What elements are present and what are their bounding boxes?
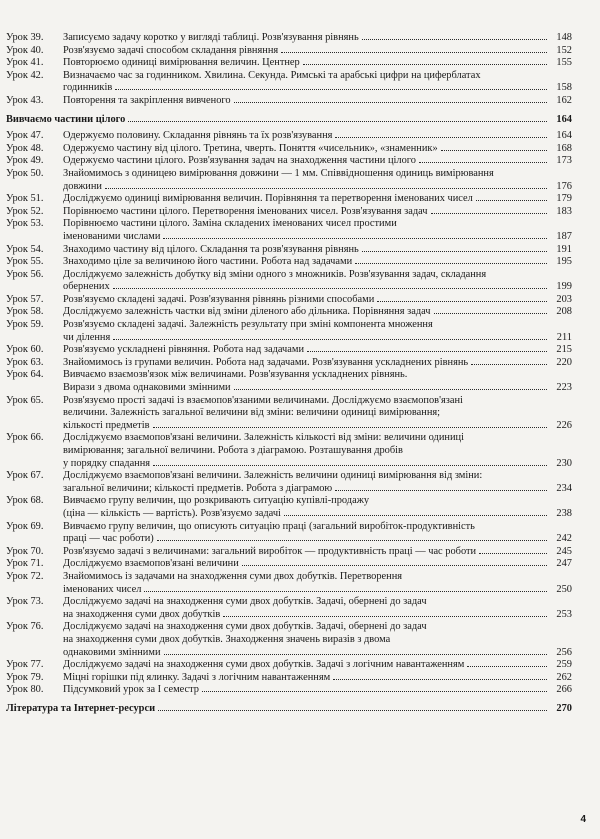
lesson-label: Урок 76. (6, 621, 44, 633)
toc-entry (6, 546, 572, 559)
dot-leader (307, 351, 547, 352)
page-ref: 211 (556, 331, 572, 343)
entry-title-line: Вивчаємо частини цілого (6, 113, 126, 125)
page-ref: 223 (556, 382, 572, 394)
page-ref: 173 (556, 155, 572, 167)
dot-leader (281, 52, 547, 53)
dot-leader (419, 162, 547, 163)
dot-leader (115, 89, 547, 90)
page-ref: 176 (556, 180, 572, 192)
lesson-label: Урок 79. (6, 671, 44, 683)
entry-title-line: годинників (63, 82, 113, 94)
dot-leader (153, 427, 547, 428)
page-ref: 270 (556, 702, 572, 714)
dot-leader (242, 565, 547, 566)
entry-title-line: довжини (63, 180, 102, 192)
page-ref: 203 (556, 293, 572, 305)
page-ref: 247 (556, 558, 572, 570)
toc-entry (6, 57, 572, 70)
toc-entry (6, 357, 572, 370)
toc-entry (6, 206, 572, 219)
entry-title-line: Одержуємо частину від цілого. Третина, чверть. Поняття «чисельник», «знаменник» (63, 142, 438, 154)
page-ref: 256 (556, 646, 572, 658)
lesson-label: Урок 80. (6, 684, 44, 696)
page-ref: 155 (556, 57, 572, 69)
dot-leader (467, 666, 547, 667)
page-ref: 234 (556, 482, 572, 494)
lesson-label: Урок 50. (6, 167, 44, 179)
entry-title-line: Розв'язуємо складені задачі. Залежність результату при зміні компонента множення (63, 319, 433, 331)
page-ref: 226 (556, 419, 572, 431)
dot-leader (284, 515, 547, 516)
entry-title-line: Одержуємо половину. Складання рівнянь та їх розв'язування (63, 130, 333, 142)
entry-title-line: чи ділення (63, 331, 111, 343)
toc-entry (6, 168, 572, 193)
page-ref: 266 (556, 684, 572, 696)
lesson-label: Урок 54. (6, 243, 44, 255)
dot-leader (113, 339, 547, 340)
lesson-label: Урок 48. (6, 142, 44, 154)
page-ref: 195 (556, 256, 572, 268)
page-ref: 148 (556, 32, 572, 43)
dot-leader (362, 39, 547, 40)
page-ref: 199 (556, 281, 572, 293)
entry-title-line: Досліджуємо залежність частки від зміни діленого або дільника. Порівняння задач (63, 306, 431, 318)
lesson-label: Урок 49. (6, 155, 44, 167)
entry-title-line: Вивчаємо групу величин, що розкривають ситуацію купівлі-продажу (63, 495, 370, 507)
dot-leader (153, 465, 547, 466)
page-ref: 242 (556, 533, 572, 545)
entry-title-line: Знайомимось із задачами на знаходження суми двох добутків. Перетворення (63, 570, 403, 582)
toc-section-heading (6, 703, 572, 716)
toc-entry (6, 256, 572, 269)
entry-title-line: праці — час роботи) (63, 533, 154, 545)
entry-title-line: величини. Залежність загальної величини від зміни: величини одиниці вимірювання; (63, 407, 441, 419)
toc-entry (6, 432, 572, 470)
entry-title-line: Розв'язуємо задачі з величинами: загальний виробіток — продуктивність праці — час роботи (63, 545, 477, 557)
lesson-label: Урок 68. (6, 495, 44, 507)
toc-entry (6, 244, 572, 257)
toc-entry (6, 269, 572, 294)
toc-entry (6, 684, 572, 697)
lesson-label: Урок 53. (6, 218, 44, 230)
page-ref: 158 (556, 82, 572, 94)
lesson-label: Урок 60. (6, 344, 44, 356)
lesson-label: Урок 51. (6, 193, 44, 205)
entry-title-line: Знаходимо ціле за величиною його частини. Робота над задачами (63, 256, 353, 268)
toc-entry (6, 95, 572, 108)
toc-entry (6, 369, 572, 394)
lesson-label: Урок 71. (6, 558, 44, 570)
lesson-label: Урок 40. (6, 44, 44, 56)
entry-title-line: Досліджуємо взаємопов'язані величини (63, 558, 239, 570)
dot-leader (163, 238, 547, 239)
lesson-label: Урок 43. (6, 94, 44, 106)
page-ref: 250 (556, 583, 572, 595)
dot-leader (157, 540, 547, 541)
dot-leader (144, 591, 547, 592)
lesson-label: Урок 58. (6, 306, 44, 318)
toc-entry (6, 45, 572, 58)
lesson-label: Урок 77. (6, 659, 44, 671)
entry-title-line: Одержуємо частини цілого. Розв'язування задач на знаходження частини цілого (63, 155, 416, 167)
dot-leader (441, 150, 547, 151)
entry-title-line: іменованих чисел (63, 583, 142, 595)
dot-leader (234, 102, 547, 103)
lesson-label: Урок 64. (6, 369, 44, 381)
entry-title-line: Розв'язуємо ускладнені рівняння. Робота над задачами (63, 344, 305, 356)
entry-title-line: Порівнюємо частини цілого. Перетворення іменованих чисел. Розв'язування задач (63, 205, 428, 217)
toc-entry (6, 143, 572, 156)
page-ref: 162 (556, 94, 572, 106)
page-ref: 215 (556, 344, 572, 356)
dot-leader (223, 616, 547, 617)
dot-leader (202, 691, 547, 692)
dot-leader (434, 313, 547, 314)
entry-title-line: кількості предметів (63, 419, 150, 431)
lesson-label: Урок 66. (6, 432, 44, 444)
page-ref: 262 (556, 671, 572, 683)
entry-title-line: Знаходимо частину від цілого. Складання та розв'язування рівнянь (63, 243, 359, 255)
entry-title-line: Досліджуємо взаємопов'язані величини. Залежність величини одиниці вимірювання від зміни: (63, 470, 483, 482)
entry-title-line: загальної величини; кількості предметів. Робота з діаграмою (63, 482, 333, 494)
page-ref: 164 (556, 130, 572, 142)
dot-leader (333, 679, 547, 680)
entry-title-line: Вирази з двома однаковими змінними (63, 382, 231, 394)
page-ref: 187 (556, 230, 572, 242)
page-ref: 191 (556, 243, 572, 255)
entry-title-line: однаковими змінними (63, 646, 161, 658)
toc-entry (6, 659, 572, 672)
dot-leader (362, 251, 547, 252)
lesson-label: Урок 69. (6, 520, 44, 532)
lesson-label: Урок 73. (6, 596, 44, 608)
toc-entry (6, 218, 572, 243)
lesson-label: Урок 67. (6, 470, 44, 482)
entry-title-line: Розв'язуємо складені задачі. Розв'язування рівнянь різними способами (63, 293, 375, 305)
entry-title-line: іменованими числами (63, 230, 161, 242)
page-ref: 259 (556, 659, 572, 671)
entry-title-line: Вивчаємо взаємозв'язок між величинами. Розв'язування ускладнених рівнянь. (63, 369, 408, 381)
lesson-label: Урок 56. (6, 268, 44, 280)
page-ref: 253 (556, 608, 572, 620)
page-ref: 220 (556, 356, 572, 368)
entry-title-line: Досліджуємо задачі на знаходження суми двох добутків. Задачі, обернені до задач (63, 596, 427, 608)
entry-title-line: Підсумковий урок за І семестр (63, 684, 200, 696)
toc-entry (6, 621, 572, 659)
toc-entry (6, 672, 572, 685)
lesson-label: Урок 39. (6, 32, 44, 43)
toc-entry (6, 306, 572, 319)
dot-leader (105, 188, 547, 189)
page-ref: 168 (556, 142, 572, 154)
entry-title-line: обернених (63, 281, 110, 293)
dot-leader (431, 213, 547, 214)
entry-title-line: Повторюємо одиниці вимірювання величин. Центнер (63, 57, 300, 69)
dot-leader (471, 364, 547, 365)
toc-section-heading (6, 114, 572, 127)
lesson-label: Урок 55. (6, 256, 44, 268)
dot-leader (479, 553, 547, 554)
toc-entry (6, 571, 572, 596)
entry-title-line: Розв'язуємо задачі способом складання рівняння (63, 44, 279, 56)
entry-title-line: Міцні горішки під ялинку. Задачі з логічним навантаженням (63, 671, 331, 683)
toc-entry (6, 596, 572, 621)
dot-leader (377, 301, 547, 302)
entry-title-line: у порядку спадання (63, 457, 151, 469)
entry-title-line: на знаходження суми двох добутків. Знаходження значень виразів з двома (63, 633, 391, 645)
entry-title-line: Визначаємо час за годинником. Хвилина. Секунда. Римські та арабські цифри на циферблатах (63, 69, 481, 81)
page-ref: 230 (556, 457, 572, 469)
entry-title-line: Досліджуємо залежність добутку від зміни одного з множників. Розв'язування задач, складання (63, 268, 487, 280)
lesson-label: Урок 52. (6, 205, 44, 217)
lesson-label: Урок 63. (6, 356, 44, 368)
page-number: 4 (580, 814, 586, 825)
toc-entry (6, 294, 572, 307)
page-ref: 238 (556, 507, 572, 519)
entry-title-line: Розв'язуємо прості задачі із взаємопов'язаними величинами. Досліджуємо взаємопов'язані (63, 394, 463, 406)
lesson-label: Урок 57. (6, 293, 44, 305)
page-ref: 152 (556, 44, 572, 56)
entry-title-line: Знайомимось із групами величин. Робота над задачами. Розв'язування ускладнених рівнянь (63, 356, 469, 368)
toc-entry (6, 470, 572, 495)
entry-title-line: Досліджуємо задачі на знаходження суми двох добутків. Задачі з логічним навантаженням (63, 659, 465, 671)
toc-entry (6, 521, 572, 546)
page-ref: 208 (556, 306, 572, 318)
dot-leader (476, 200, 547, 201)
entry-title-line: вимірювання; загальної величини. Робота з діаграмою. Розташування дробів (63, 445, 403, 456)
table-of-contents (6, 32, 572, 719)
dot-leader (335, 490, 547, 491)
toc-entry (6, 32, 572, 45)
lesson-label: Урок 47. (6, 130, 44, 142)
entry-title-line: Записуємо задачу коротко у вигляді таблиці. Розв'язування рівнянь (63, 32, 359, 43)
entry-title-line: Досліджуємо взаємопов'язані величини. Залежність кількості від зміни: величини одиниці (63, 432, 464, 444)
entry-title-line: Повторення та закріплення вивченого (63, 94, 231, 106)
entry-title-line: Досліджуємо одиниці вимірювання величин. Порівняння та перетворення іменованих чисел (63, 193, 473, 205)
dot-leader (303, 64, 547, 65)
page-ref: 245 (556, 545, 572, 557)
entry-title-line: Вивчаємо групу величин, що описують ситуацію праці (загальний виробіток-продуктивність (63, 520, 475, 532)
entry-title-line: Література та Інтернет-ресурси (6, 702, 156, 714)
dot-leader (158, 710, 547, 711)
entry-title-line: на знаходження суми двох добутків (63, 608, 221, 620)
dot-leader (164, 654, 547, 655)
lesson-label: Урок 72. (6, 570, 44, 582)
toc-entry (6, 193, 572, 206)
toc-entry (6, 130, 572, 143)
dot-leader (113, 288, 547, 289)
entry-title-line: (ціна — кількість — вартість). Розв'язуємо задачі (63, 507, 281, 519)
dot-leader (234, 389, 547, 390)
entry-title-line: Знайомимось з одиницею вимірювання довжини — 1 мм. Співвідношення одиниць вимірювання (63, 167, 494, 179)
lesson-label: Урок 65. (6, 394, 44, 406)
lesson-label: Урок 41. (6, 57, 44, 69)
lesson-label: Урок 59. (6, 319, 44, 331)
toc-entry (6, 155, 572, 168)
lesson-label: Урок 42. (6, 69, 44, 81)
toc-entry (6, 495, 572, 520)
entry-title-line: Досліджуємо задачі на знаходження суми двох добутків. Задачі, обернені до задач (63, 621, 427, 633)
toc-entry (6, 319, 572, 344)
page-ref: 164 (556, 113, 572, 125)
dot-leader (355, 263, 547, 264)
dot-leader (335, 137, 547, 138)
toc-entry (6, 70, 572, 95)
page-ref: 183 (556, 205, 572, 217)
toc-entry (6, 344, 572, 357)
page-ref: 179 (556, 193, 572, 205)
toc-entry (6, 395, 572, 433)
entry-title-line: Порівнюємо частини цілого. Заміна складених іменованих чисел простими (63, 218, 397, 230)
dot-leader (128, 121, 547, 122)
toc-entry (6, 558, 572, 571)
lesson-label: Урок 70. (6, 545, 44, 557)
